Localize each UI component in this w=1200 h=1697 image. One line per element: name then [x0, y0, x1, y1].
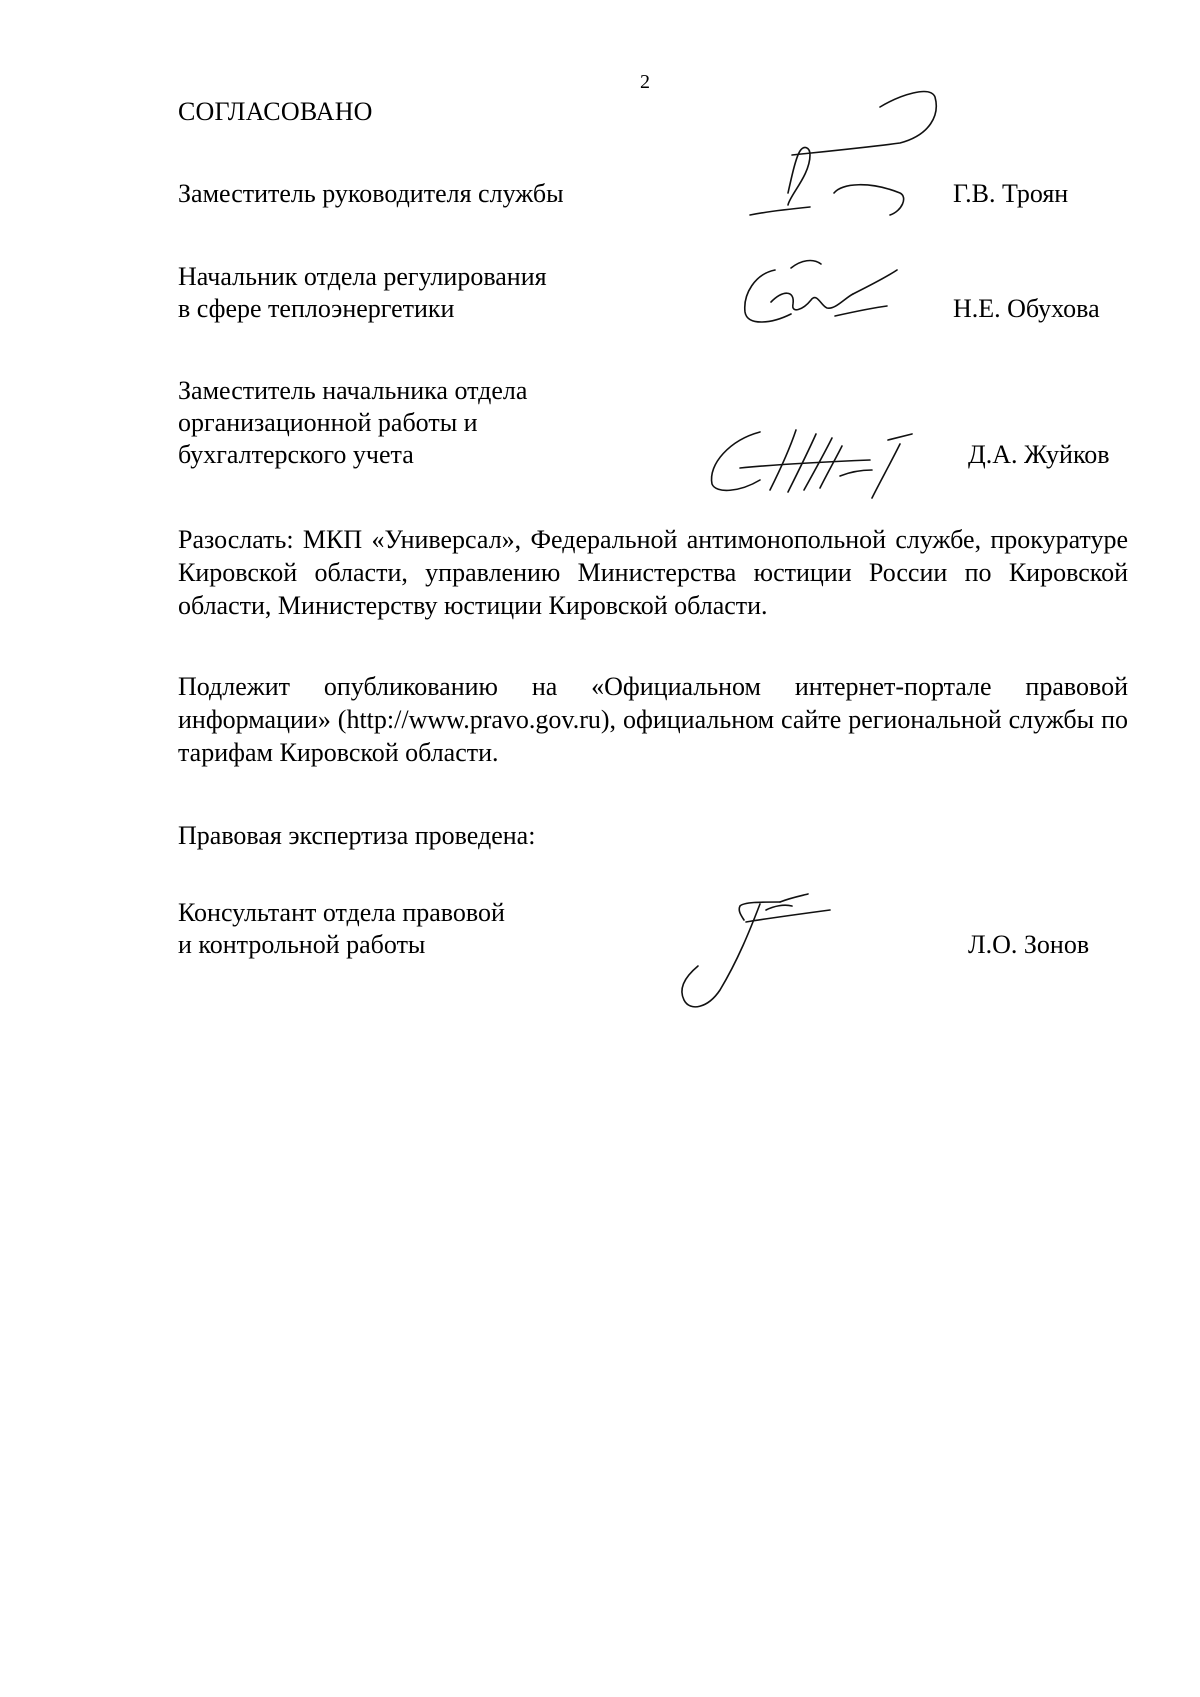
legal-review-line: Правовая экспертиза проведена:: [178, 821, 536, 850]
signatory-title-line: Заместитель руководителя службы: [178, 179, 564, 208]
signatory-title-line: в сфере теплоэнергетики: [178, 294, 455, 323]
signatory-title: [178, 375, 698, 471]
consultant-title-line: Консультант отдела правовой: [178, 898, 505, 927]
signatory-row: [178, 178, 1128, 238]
signatory-title-line: Начальник отдела регулирования: [178, 262, 547, 291]
consultant-title: [178, 897, 698, 961]
handwritten-signature-icon: [735, 250, 915, 340]
signatory-name: Н.Е. Обухова: [953, 294, 1100, 323]
handwritten-signature-icon: [650, 880, 870, 1020]
distribution-paragraph: Разослать: МКП «Универсал», Федеральной антимонопольной службе, прокуратуре Кировской области, управлению Министерства юстиции России по Кировской области, Министерству юстиции Кировской области.: [178, 525, 1128, 620]
approval-heading: СОГЛАСОВАНО: [178, 97, 373, 126]
page-number: 2: [640, 71, 650, 93]
publication-paragraph: Подлежит опубликованию на «Официальном интернет-портале правовой информации» (http://www.pravo.gov.ru), официальном сайте региональной службы по тарифам Кировской области.: [178, 672, 1128, 767]
signatory-name: Д.А. Жуйков: [968, 440, 1110, 469]
handwritten-signature-icon: [700, 420, 950, 510]
consultant-title-line: и контрольной работы: [178, 930, 426, 959]
signatory-title-line: бухгалтерского учета: [178, 440, 414, 469]
signatory-title: [178, 178, 698, 210]
signatory-title-line: организационной работы и: [178, 408, 478, 437]
handwritten-signature-icon: [730, 85, 960, 235]
signatory-row: [178, 261, 1128, 331]
signatory-name: Г.В. Троян: [953, 179, 1069, 208]
signatory-title: [178, 261, 698, 325]
consultant-name: Л.О. Зонов: [968, 930, 1090, 959]
signatory-row: [178, 375, 1128, 475]
signatory-title-line: Заместитель начальника отдела: [178, 376, 528, 405]
